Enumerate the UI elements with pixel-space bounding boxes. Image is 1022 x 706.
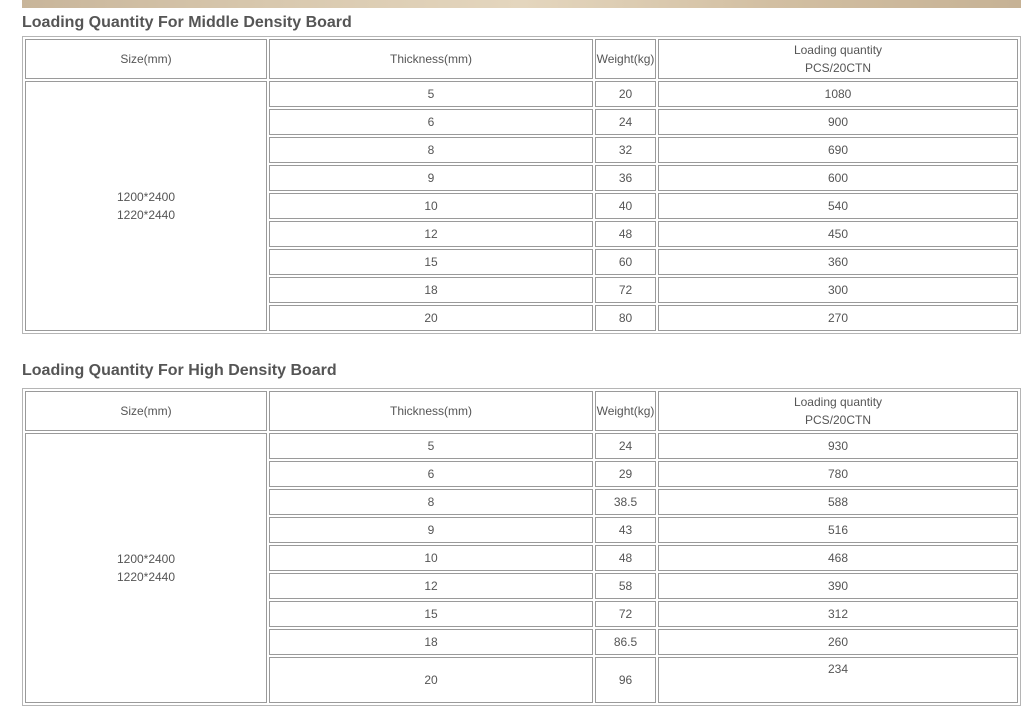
thickness-cell: 9 bbox=[269, 517, 593, 543]
weight-cell: 48 bbox=[595, 545, 656, 571]
weight-cell: 40 bbox=[595, 193, 656, 219]
thickness-cell: 6 bbox=[269, 109, 593, 135]
thickness-cell: 18 bbox=[269, 277, 593, 303]
header-thickness: Thickness(mm) bbox=[269, 39, 593, 79]
thickness-cell: 10 bbox=[269, 545, 593, 571]
weight-cell: 36 bbox=[595, 165, 656, 191]
header-loading-quantity bbox=[658, 39, 1018, 79]
header-size: Size(mm) bbox=[25, 39, 267, 79]
weight-cell: 20 bbox=[595, 81, 656, 107]
weight-cell: 32 bbox=[595, 137, 656, 163]
quantity-cell: 690 bbox=[658, 137, 1018, 163]
header-size: Size(mm) bbox=[25, 391, 267, 431]
header-quantity-line1: Loading quantity bbox=[793, 395, 883, 409]
size-cell bbox=[25, 81, 267, 331]
table-row bbox=[25, 433, 1018, 459]
weight-cell: 72 bbox=[595, 277, 656, 303]
banner-image-strip bbox=[22, 0, 1021, 8]
header-quantity-line2: PCS/20CTN bbox=[804, 61, 872, 75]
weight-cell: 24 bbox=[595, 109, 656, 135]
quantity-cell: 930 bbox=[658, 433, 1018, 459]
header-thickness: Thickness(mm) bbox=[269, 391, 593, 431]
quantity-cell: 390 bbox=[658, 573, 1018, 599]
weight-cell: 43 bbox=[595, 517, 656, 543]
thickness-cell: 12 bbox=[269, 221, 593, 247]
header-quantity-line1: Loading quantity bbox=[793, 43, 883, 57]
size-line1: 1200*2400 bbox=[116, 190, 176, 204]
weight-cell: 60 bbox=[595, 249, 656, 275]
quantity-cell: 780 bbox=[658, 461, 1018, 487]
header-quantity-line2: PCS/20CTN bbox=[804, 413, 872, 427]
quantity-cell: 900 bbox=[658, 109, 1018, 135]
thickness-cell: 8 bbox=[269, 489, 593, 515]
size-line2: 1220*2440 bbox=[116, 208, 176, 222]
thickness-cell: 20 bbox=[269, 305, 593, 331]
quantity-cell: 312 bbox=[658, 601, 1018, 627]
size-line2: 1220*2440 bbox=[116, 570, 176, 584]
weight-cell: 96 bbox=[595, 657, 656, 703]
thickness-cell: 6 bbox=[269, 461, 593, 487]
thickness-cell: 15 bbox=[269, 601, 593, 627]
loading-table-middle-density bbox=[22, 36, 1021, 334]
quantity-cell: 540 bbox=[658, 193, 1018, 219]
weight-cell: 24 bbox=[595, 433, 656, 459]
thickness-cell: 8 bbox=[269, 137, 593, 163]
size-line1: 1200*2400 bbox=[116, 552, 176, 566]
quantity-cell: 360 bbox=[658, 249, 1018, 275]
size-cell bbox=[25, 433, 267, 703]
header-weight: Weight(kg) bbox=[595, 391, 656, 431]
quantity-cell: 234 bbox=[658, 657, 1018, 703]
section-title-high-density: Loading Quantity For High Density Board bbox=[22, 362, 337, 379]
table-row bbox=[25, 81, 1018, 107]
weight-cell: 58 bbox=[595, 573, 656, 599]
table-header-row bbox=[25, 39, 1018, 79]
quantity-cell: 260 bbox=[658, 629, 1018, 655]
thickness-cell: 12 bbox=[269, 573, 593, 599]
thickness-cell: 10 bbox=[269, 193, 593, 219]
weight-cell: 29 bbox=[595, 461, 656, 487]
quantity-cell: 600 bbox=[658, 165, 1018, 191]
quantity-cell: 516 bbox=[658, 517, 1018, 543]
header-loading-quantity bbox=[658, 391, 1018, 431]
thickness-cell: 5 bbox=[269, 81, 593, 107]
quantity-cell: 1080 bbox=[658, 81, 1018, 107]
quantity-cell: 270 bbox=[658, 305, 1018, 331]
weight-cell: 86.5 bbox=[595, 629, 656, 655]
thickness-cell: 15 bbox=[269, 249, 593, 275]
header-weight: Weight(kg) bbox=[595, 39, 656, 79]
loading-table-high-density bbox=[22, 388, 1021, 706]
quantity-cell: 300 bbox=[658, 277, 1018, 303]
thickness-cell: 5 bbox=[269, 433, 593, 459]
thickness-cell: 20 bbox=[269, 657, 593, 703]
thickness-cell: 9 bbox=[269, 165, 593, 191]
quantity-cell: 450 bbox=[658, 221, 1018, 247]
weight-cell: 80 bbox=[595, 305, 656, 331]
section-title-middle-density: Loading Quantity For Middle Density Board bbox=[22, 14, 352, 31]
weight-cell: 48 bbox=[595, 221, 656, 247]
quantity-cell: 468 bbox=[658, 545, 1018, 571]
quantity-cell: 588 bbox=[658, 489, 1018, 515]
table-header-row bbox=[25, 391, 1018, 431]
weight-cell: 38.5 bbox=[595, 489, 656, 515]
weight-cell: 72 bbox=[595, 601, 656, 627]
thickness-cell: 18 bbox=[269, 629, 593, 655]
